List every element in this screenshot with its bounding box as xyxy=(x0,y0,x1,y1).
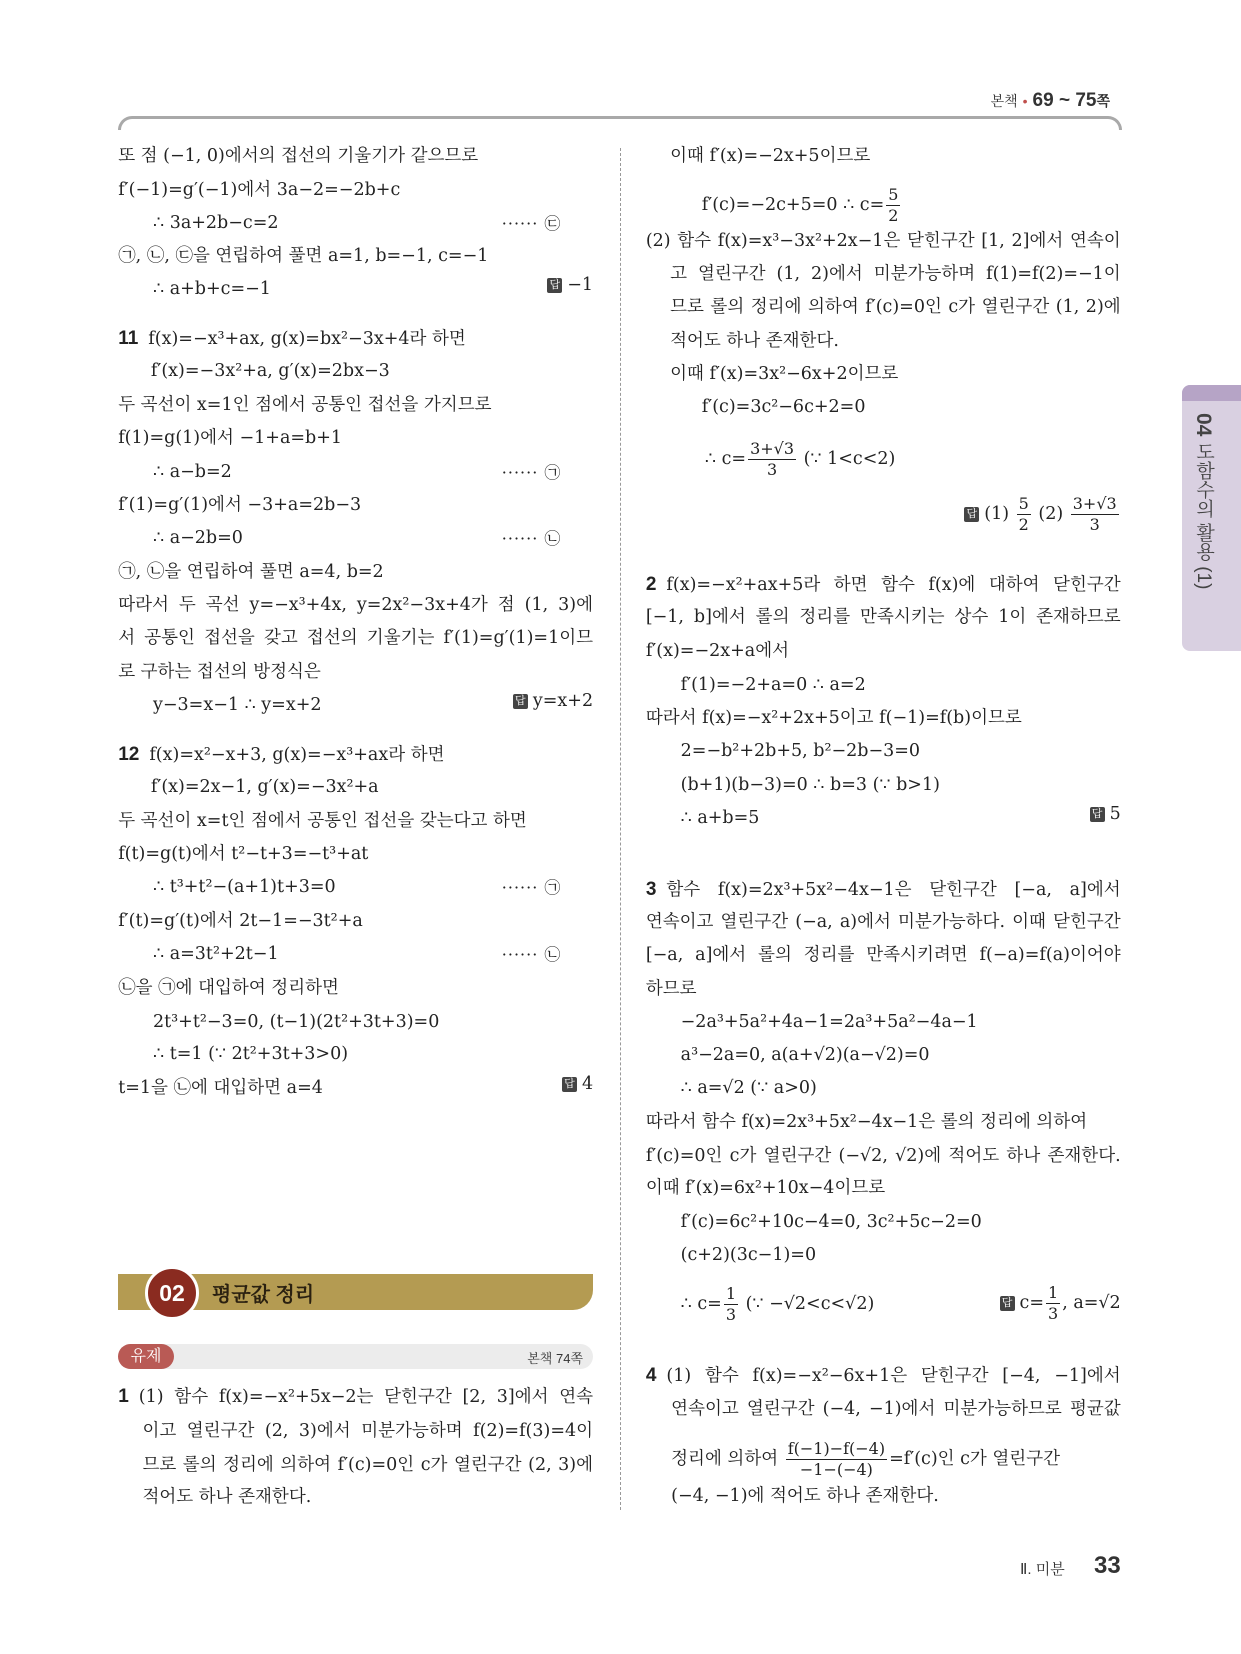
header-rule xyxy=(118,116,1122,130)
solution-line xyxy=(646,877,1121,903)
math-text: f′(1)=−2+a=0 ∴ a=2 xyxy=(680,674,866,695)
fraction-numerator: 1 xyxy=(725,1283,736,1303)
bullet-icon: • xyxy=(1022,93,1028,109)
math-text: f(x)=−x²+ax+5라 하면 함수 f(x)에 대하여 닫힌구간 xyxy=(666,574,1121,595)
chapter-label xyxy=(1190,413,1217,589)
solution-line xyxy=(671,1396,1121,1422)
solution-line xyxy=(646,705,1022,731)
solution-line xyxy=(118,659,321,685)
solution-line xyxy=(646,572,1121,598)
math-text: ∴ t=1 (∵ 2t²+3t+3>0) xyxy=(153,1044,349,1065)
solution-line xyxy=(153,210,279,236)
solution-line xyxy=(142,1452,593,1478)
math-text: 따라서 f(x)=−x²+2x+5이고 f(−1)=f(b)이므로 xyxy=(645,707,1022,728)
solution-line xyxy=(142,1418,593,1444)
math-text: (−4, −1)에 적어도 하나 존재한다. xyxy=(671,1486,939,1507)
math-text: ∴ c= xyxy=(680,1293,722,1314)
problem-number: 1 xyxy=(118,1386,129,1408)
math-text: 이때 f′(x)=6x²+10x−4이므로 xyxy=(645,1178,886,1199)
solution-line xyxy=(153,459,232,485)
math-text: ∴ a=3t²+2t−1 xyxy=(153,943,279,964)
solution-line xyxy=(142,1484,311,1510)
fraction-numerator: 3+√3 xyxy=(1072,493,1117,513)
equation-marker: ······ ㉡ xyxy=(501,529,562,549)
math-text: f′(c)=−2c+5=0 ∴ c= xyxy=(701,195,885,216)
fraction-numerator: 5 xyxy=(1018,493,1029,513)
answer-icon: 답 xyxy=(964,507,979,522)
answer-icon: 답 xyxy=(1000,1296,1015,1311)
math-text: f′(t)=g′(t)에서 2t−1=−3t²+a xyxy=(118,911,363,932)
math-text: f(t)=g(t)에서 t²−t+3=−t³+at xyxy=(118,843,369,864)
solution-line xyxy=(153,276,271,302)
fraction xyxy=(786,1439,887,1480)
problem-number: 4 xyxy=(645,1365,657,1387)
solution-line xyxy=(704,438,896,479)
problem-number: 11 xyxy=(118,327,139,349)
math-text: 2t³+t²−3=0, (t−1)(2t²+3t+3)=0 xyxy=(153,1011,440,1032)
answer-icon: 답 xyxy=(547,278,562,293)
solution-line xyxy=(118,425,342,451)
page-range: 69 ~ 75 xyxy=(1032,90,1097,111)
solution-line xyxy=(118,841,368,867)
math-text: 로 구하는 접선의 방정식은 xyxy=(118,662,321,683)
math-text: 하므로 xyxy=(645,978,697,999)
answer-icon: 답 xyxy=(562,1077,577,1092)
math-text: f′(x)=−3x²+a, g′(x)=2bx−3 xyxy=(150,361,390,382)
solution-line xyxy=(646,909,1121,935)
page-unit: 쪽 xyxy=(1096,93,1110,109)
solution-line xyxy=(702,394,866,420)
solution-line xyxy=(118,592,593,618)
solution-line xyxy=(646,604,1121,630)
answer xyxy=(513,691,593,711)
equation-marker: ······ ㉠ xyxy=(501,878,562,898)
fraction xyxy=(886,185,900,226)
math-text: 고 열린구간 (1, 2)에서 미분가능하며 f(1)=f(2)=−1이 xyxy=(670,264,1121,285)
footer-section: Ⅱ. 미분 xyxy=(1020,1561,1065,1578)
fraction-denominator: 2 xyxy=(888,206,899,226)
math-text: y=x+2 xyxy=(532,690,594,711)
solution-line xyxy=(118,492,361,518)
math-text: 함수 f(x)=2x³+5x²−4x−1은 닫힌구간 [−a, a]에서 xyxy=(666,879,1121,900)
solution-line xyxy=(118,326,466,352)
fraction xyxy=(1071,494,1119,535)
solution-line xyxy=(118,177,400,203)
solution-line xyxy=(118,392,491,418)
exercise-bar xyxy=(118,1344,593,1369)
math-text: 2=−b²+2b+5, b²−2b−3=0 xyxy=(680,741,921,762)
solution-line xyxy=(670,143,870,169)
math-text: 이때 f′(x)=3x²−6x+2이므로 xyxy=(670,363,899,384)
math-text: 이때 f′(x)=−2x+5이므로 xyxy=(670,146,871,167)
solution-line xyxy=(118,742,444,768)
math-text: 서 공통인 접선을 갖고 접선의 기울기는 f′(1)=g′(1)=1이므 xyxy=(118,628,594,649)
math-text: f(x)=x²−x+3, g(x)=−x³+ax라 하면 xyxy=(149,744,445,765)
math-text: c= xyxy=(1019,1292,1044,1313)
equation-marker: ······ ㉢ xyxy=(501,213,562,233)
math-text: f′(1)=g′(1)에서 −3+a=2b−3 xyxy=(118,495,362,516)
math-text: 또 점 (−1, 0)에서의 접선의 기울기가 같으므로 xyxy=(118,146,479,167)
math-text: 5 xyxy=(1109,803,1121,824)
math-text: f′(c)=3c²−6c+2=0 xyxy=(701,397,866,418)
solution-line xyxy=(646,1175,885,1201)
math-text: ∴ c= xyxy=(704,448,747,469)
solution-line xyxy=(118,625,593,651)
fraction-denominator: 2 xyxy=(1018,514,1029,534)
solution-line xyxy=(118,143,478,169)
math-text: (1) 함수 f(x)=−x²−6x+1은 닫힌구간 [−4, −1]에서 xyxy=(666,1366,1121,1387)
solution-line xyxy=(670,361,898,387)
math-text: 적어도 하나 존재한다. xyxy=(142,1487,312,1508)
chapter-number: 04 xyxy=(1192,413,1215,437)
answer-icon: 답 xyxy=(1090,807,1105,822)
fraction-numerator: f(−1)−f(−4) xyxy=(787,1439,886,1459)
fraction xyxy=(724,1284,738,1325)
math-text: 따라서 함수 f(x)=2x³+5x²−4x−1은 롤의 정리에 의하여 xyxy=(645,1111,1088,1132)
book-label: 본책 xyxy=(990,93,1018,109)
math-text: f′(x)=2x−1, g′(x)=−3x²+a xyxy=(150,777,379,798)
math-text: , a=√2 xyxy=(1062,1292,1121,1313)
math-text: −2a³+5a²+4a−1=2a³+5a²−4a−1 xyxy=(680,1011,978,1032)
solution-line xyxy=(681,1042,930,1068)
math-text: ∴ a+b=5 xyxy=(680,807,760,828)
solution-line xyxy=(153,941,279,967)
math-text: ㉡을 ㉠에 대입하여 정리하면 xyxy=(118,977,339,998)
section-number: 02 xyxy=(145,1266,199,1320)
solution-line xyxy=(118,808,527,834)
solution-line xyxy=(670,294,1121,320)
math-text: 따라서 두 곡선 y=−x³+4x, y=2x²−3x+4가 점 (1, 3)에 xyxy=(118,594,594,615)
fraction xyxy=(748,439,796,480)
math-text: ㉠, ㉡, ㉢을 연립하여 풀면 a=1, b=−1, c=−1 xyxy=(118,246,489,267)
exercise-label: 유제 xyxy=(118,1344,174,1369)
solution-line xyxy=(153,525,243,551)
solution-line xyxy=(646,942,1121,968)
math-text: 두 곡선이 x=t인 점에서 공통인 접선을 갖는다고 하면 xyxy=(118,811,527,831)
math-text: 두 곡선이 x=1인 점에서 공통인 접선을 가지므로 xyxy=(118,395,492,416)
answer xyxy=(1090,804,1121,824)
math-text: 므로 롤의 정리에 의하여 f′(c)=0인 c가 열린구간 (1, 2)에 xyxy=(670,297,1121,318)
math-text: 이고 열린구간 (2, 3)에서 미분가능하며 f(2)=f(3)=4이 xyxy=(142,1420,594,1441)
problem-number: 2 xyxy=(645,573,657,595)
math-text: f′(c)=6c²+10c−4=0, 3c²+5c−2=0 xyxy=(680,1212,982,1232)
solution-line xyxy=(646,228,1121,254)
math-text: (∵ 1<c<2) xyxy=(798,448,896,469)
answer xyxy=(547,275,593,295)
math-text: (b+1)(b−3)=0 ∴ b=3 (∵ b>1) xyxy=(680,775,940,796)
solution-line xyxy=(701,185,903,226)
solution-line xyxy=(646,976,697,1002)
solution-line xyxy=(681,1209,982,1235)
tab-strip xyxy=(1182,385,1241,401)
solution-line xyxy=(153,1041,348,1067)
page-range-header xyxy=(991,90,1110,112)
solution-line xyxy=(118,559,384,585)
math-text: (∵ −√2<c<√2) xyxy=(740,1293,875,1314)
solution-line xyxy=(646,1143,1121,1169)
math-text: (c+2)(3c−1)=0 xyxy=(680,1244,817,1265)
math-text: f(x)=−x³+ax, g(x)=bx²−3x+4라 하면 xyxy=(148,328,466,349)
solution-line xyxy=(151,774,379,800)
solution-line xyxy=(671,1439,1061,1480)
answer-icon: 답 xyxy=(513,694,528,709)
math-text: [−a, a]에서 롤의 정리를 만족시키려면 f(−a)=f(a)이어야 xyxy=(645,945,1121,966)
math-text: 4 xyxy=(581,1073,594,1094)
solution-line xyxy=(118,975,339,1001)
math-text: ∴ a+b+c=−1 xyxy=(153,279,271,300)
solution-line xyxy=(680,1283,875,1324)
math-text: 적어도 하나 존재한다. xyxy=(670,330,839,351)
math-text: ㉠, ㉡을 연립하여 풀면 a=4, b=2 xyxy=(118,561,384,582)
page-number: 33 xyxy=(1094,1552,1121,1579)
solution-line xyxy=(681,1075,817,1101)
answer xyxy=(1000,1283,1121,1324)
problem-number: 12 xyxy=(118,743,140,765)
math-text: (2) xyxy=(1032,503,1069,524)
solution-line xyxy=(681,672,866,698)
solution-line xyxy=(153,692,322,718)
fraction-numerator: 5 xyxy=(888,185,899,205)
math-text: (1) 함수 f(x)=−x²+5x−2는 닫힌구간 [2, 3]에서 연속 xyxy=(138,1387,594,1408)
solution-line xyxy=(681,738,920,764)
fraction-numerator: 1 xyxy=(1048,1282,1059,1302)
fraction-denominator: 3 xyxy=(1048,1303,1059,1323)
math-text: (1) xyxy=(984,503,1015,524)
solution-line xyxy=(151,358,390,384)
math-text: (2) 함수 f(x)=x³−3x²+2x−1은 닫힌구간 [1, 2]에서 연속이 xyxy=(645,230,1121,251)
section-title: 평균값 정리 xyxy=(212,1284,315,1306)
math-text: 정리에 의하여 xyxy=(671,1449,784,1470)
math-text: a³−2a=0, a(a+√2)(a−√2)=0 xyxy=(680,1045,930,1066)
math-text: f′(x)=−2x+a에서 xyxy=(645,641,790,662)
solution-line xyxy=(153,874,336,900)
fraction-denominator: −1−(−4) xyxy=(799,1460,873,1480)
math-text: f(1)=g(1)에서 −1+a=b+1 xyxy=(118,427,343,448)
math-text: f′(c)=0인 c가 열린구간 (−√2, √2)에 적어도 하나 존재한다. xyxy=(645,1145,1121,1166)
solution-line xyxy=(670,261,1121,287)
solution-line xyxy=(153,1009,439,1035)
math-text: y−3=x−1 ∴ y=x+2 xyxy=(153,694,322,715)
fraction-denominator: 3 xyxy=(1089,514,1100,534)
math-text: ∴ a−2b=0 xyxy=(153,528,243,549)
solution-line xyxy=(681,772,940,798)
exercise-page-ref: 본책 74쪽 xyxy=(527,1351,583,1366)
math-text: t=1을 ㉡에 대입하면 a=4 xyxy=(118,1077,323,1098)
chapter-title: 도함수의 활용 (1) xyxy=(1193,441,1214,590)
fraction-denominator: 3 xyxy=(725,1304,736,1324)
solution-line xyxy=(118,1075,323,1101)
solution-line xyxy=(681,1009,978,1035)
math-text: 므로 롤의 정리에 의하여 f′(c)=0인 c가 열린구간 (2, 3)에 xyxy=(142,1454,594,1475)
solution-line xyxy=(671,1483,939,1509)
problem-number: 3 xyxy=(645,878,657,900)
fraction-numerator: 3+√3 xyxy=(750,438,795,458)
math-text: 연속이고 열린구간 (−4, −1)에서 미분가능하므로 평균값 xyxy=(671,1398,1121,1419)
math-text: =f′(c)인 c가 열린구간 xyxy=(889,1449,1061,1470)
math-text: ∴ a−b=2 xyxy=(153,461,232,482)
solution-line xyxy=(646,1109,1087,1135)
solution-line xyxy=(681,805,760,831)
math-text: [−1, b]에서 롤의 정리를 만족시키는 상수 1이 존재하므로 xyxy=(645,607,1121,628)
math-text: ∴ 3a+2b−c=2 xyxy=(153,212,279,233)
fraction xyxy=(1046,1283,1060,1324)
fraction-denominator: 3 xyxy=(766,459,778,479)
solution-line xyxy=(670,328,839,354)
solution-line xyxy=(646,638,789,664)
solution-line xyxy=(118,1384,593,1410)
chapter-side-tab[interactable] xyxy=(1182,385,1241,651)
solution-line xyxy=(681,1242,816,1268)
equation-marker: ······ ㉠ xyxy=(501,462,562,482)
fraction xyxy=(1017,494,1031,535)
solution-line xyxy=(118,908,363,934)
answer xyxy=(964,494,1120,535)
math-text: ∴ t³+t²−(a+1)t+3=0 xyxy=(153,877,336,898)
column-divider xyxy=(620,148,621,1510)
math-text: −1 xyxy=(567,275,594,296)
math-text: f′(−1)=g′(−1)에서 3a−2=−2b+c xyxy=(118,179,401,200)
math-text: 연속이고 열린구간 (−a, a)에서 미분가능하다. 이때 닫힌구간 xyxy=(645,912,1121,933)
solution-line xyxy=(646,1363,1121,1389)
math-text: ∴ a=√2 (∵ a>0) xyxy=(680,1077,817,1098)
equation-marker: ······ ㉡ xyxy=(501,944,562,964)
answer xyxy=(562,1074,593,1094)
solution-line xyxy=(118,243,488,269)
